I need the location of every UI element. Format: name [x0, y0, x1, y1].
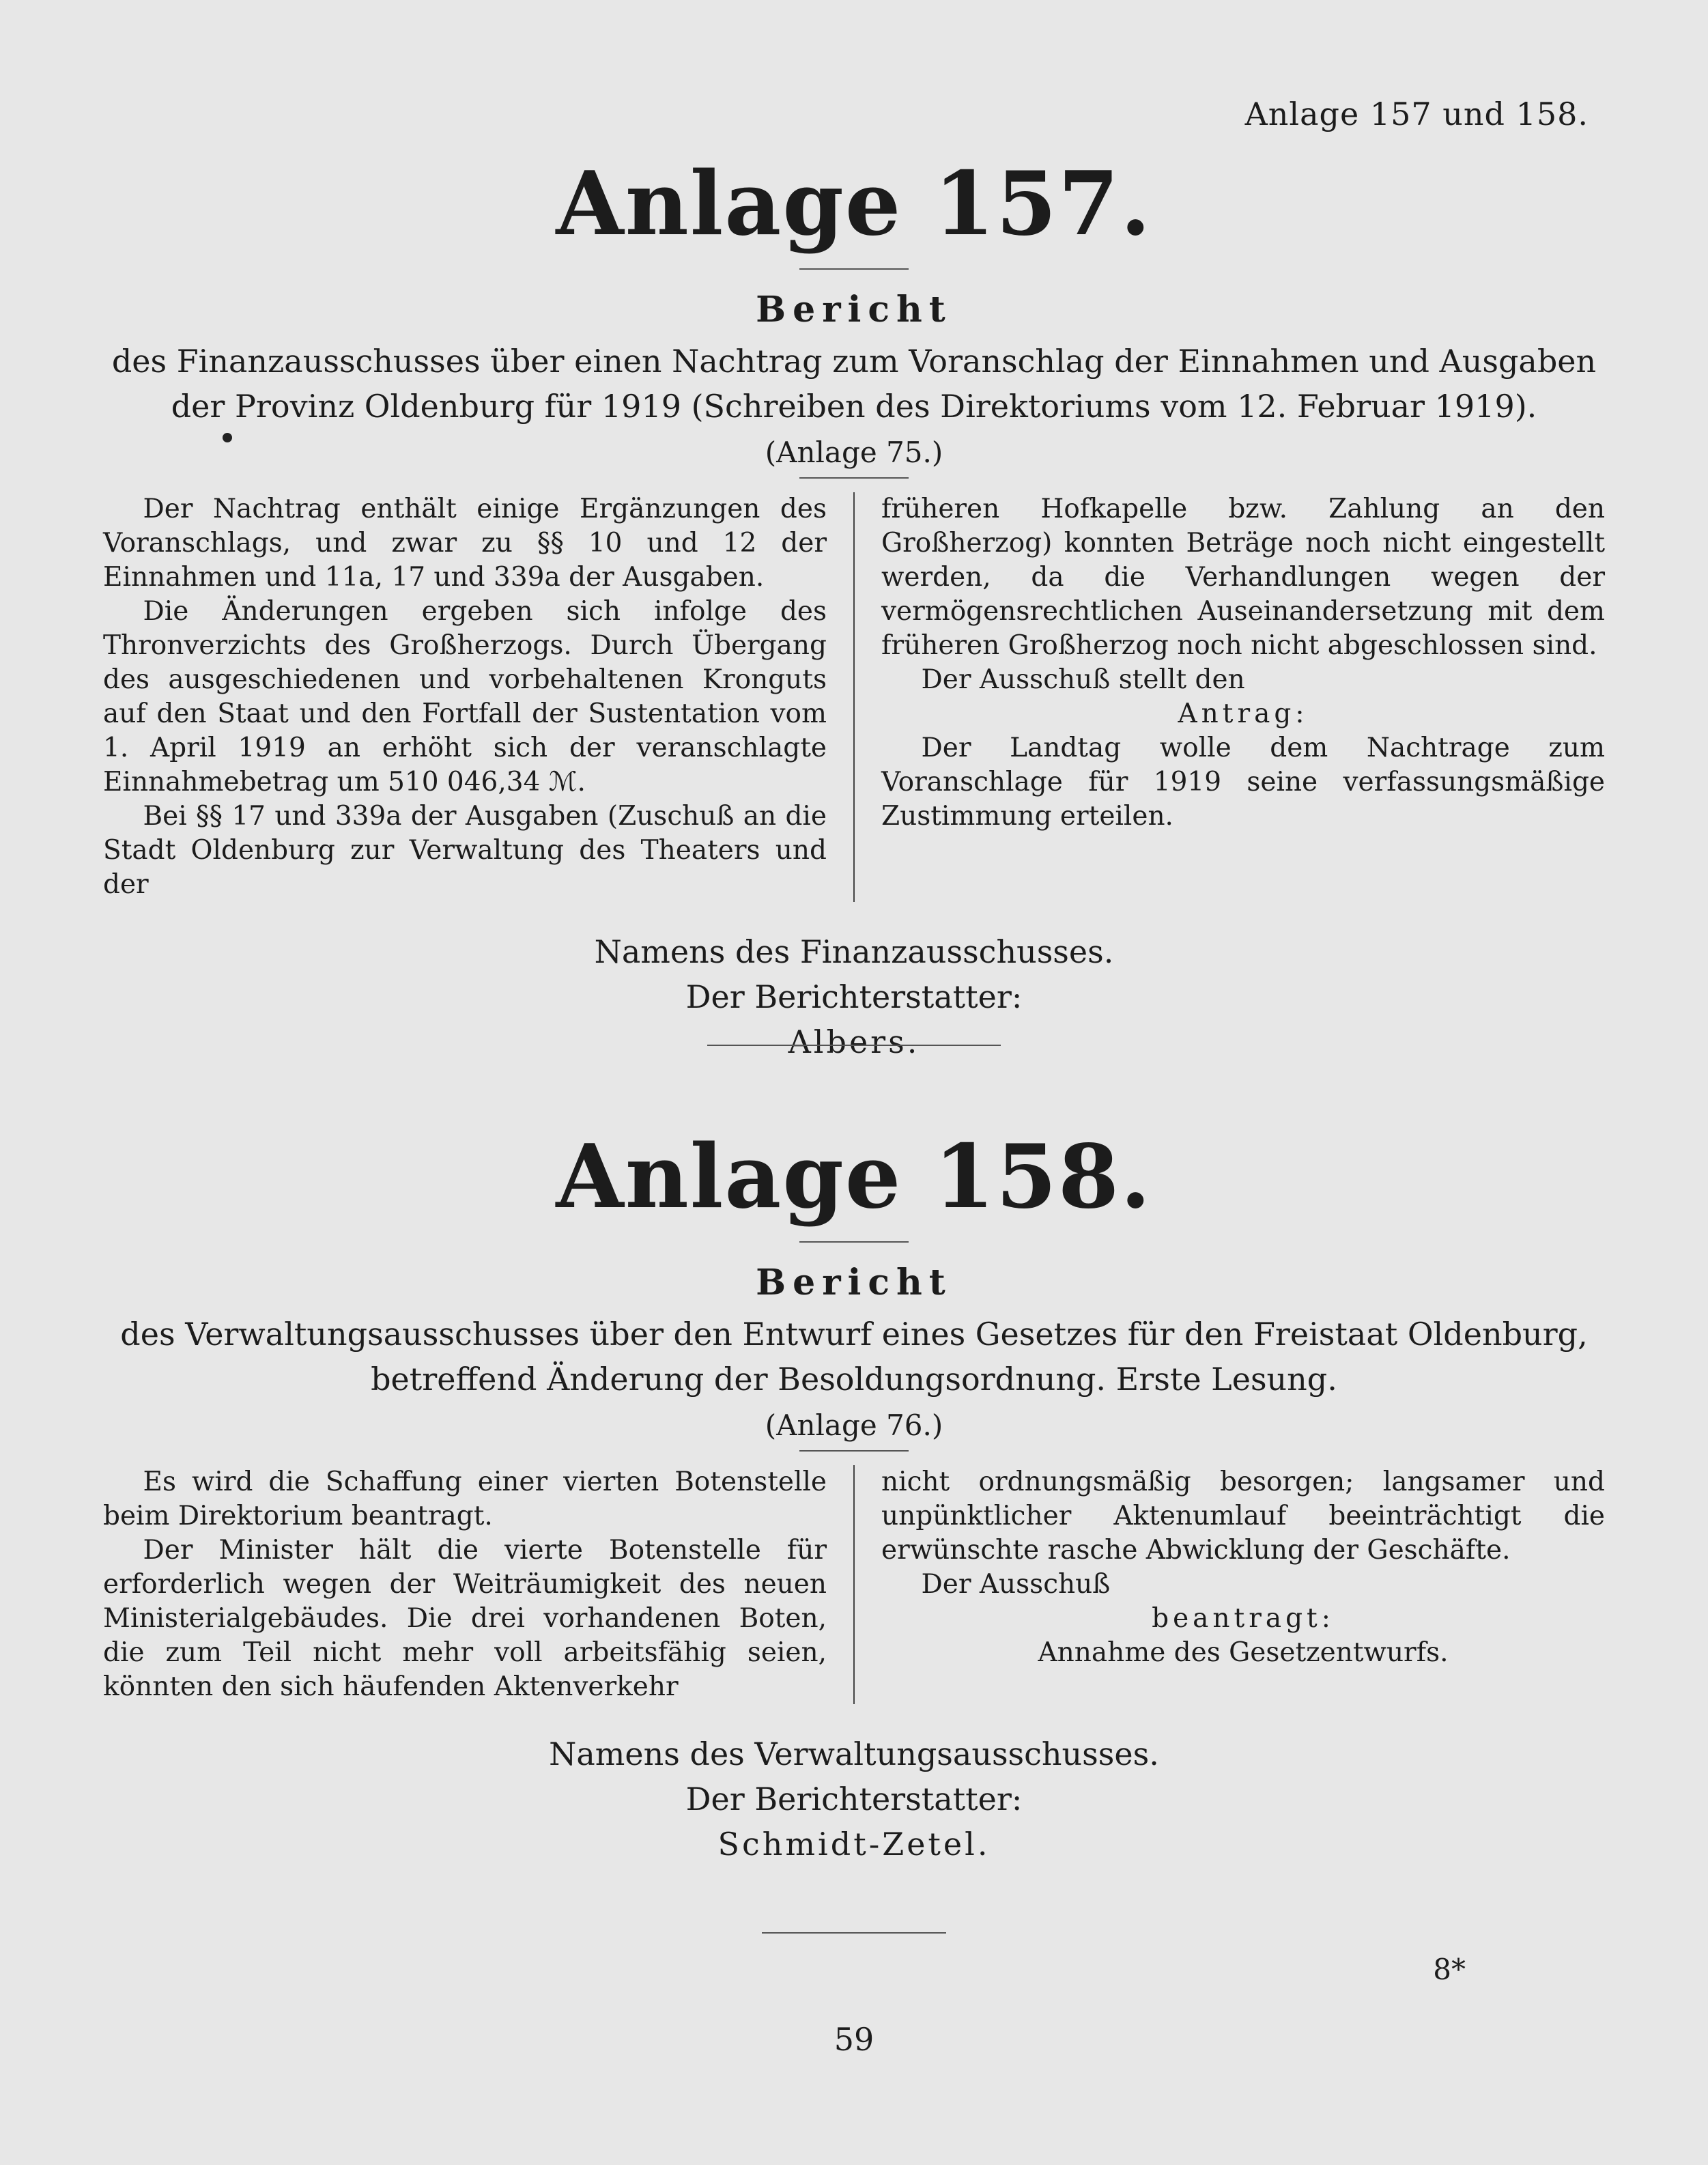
paragraph: Der Minister hält die vierte Botenstelle für erforderlich wegen der Weiträumigkeit des neuen Ministerialgebäudes. Die drei vorhandenen Boten, die zum Teil nicht mehr voll arbeitsfähig seien, könnten den sich häufenden Aktenverkehr — [103, 1535, 827, 1702]
paragraph: Der Nachtrag enthält einige Ergänzungen des Voranschlags, und zwar zu §§ 10 und 12 der Einnahmen und 11a, 17 und 339a der Ausgaben. — [103, 494, 827, 593]
running-header: Anlage 157 und 158. — [1244, 96, 1589, 132]
signature-block — [0, 1731, 1708, 1867]
report-subject: des Verwaltungsausschusses über den Entwurf eines Gesetzes für den Freistaat Oldenburg, betreffend Änderung der Besoldungsordnung. Erste Lesung. — [120, 1316, 1588, 1398]
paragraph: Bei §§ 17 und 339a der Ausgaben (Zuschuß an die Stadt Oldenburg zur Verwaltung des Theaters und der — [103, 801, 827, 900]
report-subject: des Finanzausschusses über einen Nachtrag zum Voranschlag der Einnahmen und Ausgaben der Provinz Oldenburg für 1919 (Schreiben des Direktoriums vom 12. Februar 1919). — [111, 343, 1597, 425]
ink-spot — [223, 433, 232, 442]
title-rule — [799, 268, 909, 270]
signature-committee: Namens des Verwaltungsausschusses. — [549, 1736, 1159, 1772]
section-separator — [707, 1045, 1001, 1046]
title-rule — [799, 1241, 909, 1243]
reference: (Anlage 75.) — [765, 436, 943, 469]
anlage-158-section — [0, 1126, 1708, 1867]
bericht-heading: Bericht — [756, 1262, 952, 1303]
antrag-label: beantragt: — [1152, 1603, 1335, 1634]
signature-mark: 8* — [1433, 1953, 1466, 1986]
left-column — [103, 492, 827, 902]
anlage-157-title: Anlage 157. — [556, 153, 1152, 255]
reference-rule — [799, 1450, 909, 1452]
antrag-text: Annahme des Gesetzentwurfs. — [1038, 1637, 1449, 1668]
anlage-158-title: Anlage 158. — [556, 1126, 1152, 1228]
right-column — [881, 492, 1605, 902]
end-rule — [762, 1932, 946, 1934]
two-column-body — [103, 492, 1605, 902]
paragraph: Der Ausschuß — [921, 1569, 1111, 1600]
paragraph: Es wird die Schaffung einer vierten Botenstelle beim Direktorium beantragt. — [103, 1467, 827, 1531]
reference-rule — [799, 477, 909, 479]
column-divider — [853, 492, 855, 902]
signature-committee: Namens des Finanzausschusses. — [594, 933, 1114, 970]
signature-role: Der Berichterstatter: — [685, 978, 1023, 1015]
page-number: 59 — [834, 2021, 874, 2058]
paragraph: Die Änderungen ergeben sich infolge des Thronverzichts des Großherzogs. Durch Übergang des ausgeschiedenen und vorbehaltenen Kronguts auf den Staat und den Fortfall der Sustentation vom 1. April 1919 an erhöht sich der veranschlagte Einnahmebetrag um 510 046,34 ℳ. — [103, 596, 827, 797]
left-column — [103, 1465, 827, 1704]
two-column-body — [103, 1465, 1605, 1704]
antrag-text: Der Landtag wolle dem Nachtrage zum Voranschlage für 1919 seine verfassungsmäßige Zustimmung erteilen. — [881, 733, 1605, 832]
anlage-157-section — [0, 153, 1708, 1064]
column-divider — [853, 1465, 855, 1704]
signature-name: Schmidt-Zetel. — [717, 1826, 991, 1863]
paragraph: früheren Hofkapelle bzw. Zahlung an den Großherzog) konnten Beträge noch nicht eingestellt werden, da die Verhandlungen wegen der vermögensrechtlichen Auseinandersetzung mit dem früheren Großherzog noch nicht abgeschlossen sind. — [881, 494, 1605, 661]
antrag-label: Antrag: — [1178, 698, 1309, 729]
bericht-heading: Bericht — [756, 289, 952, 330]
signature-role: Der Berichterstatter: — [685, 1781, 1023, 1817]
reference: (Anlage 76.) — [765, 1409, 943, 1442]
signature-name: Albers. — [788, 1023, 920, 1060]
right-column — [881, 1465, 1605, 1704]
paragraph: nicht ordnungsmäßig besorgen; langsamer und unpünktlicher Aktenumlauf beeinträchtigt die erwünschte rasche Abwicklung der Geschäfte. — [881, 1467, 1605, 1566]
paragraph: Der Ausschuß stellt den — [921, 664, 1245, 695]
